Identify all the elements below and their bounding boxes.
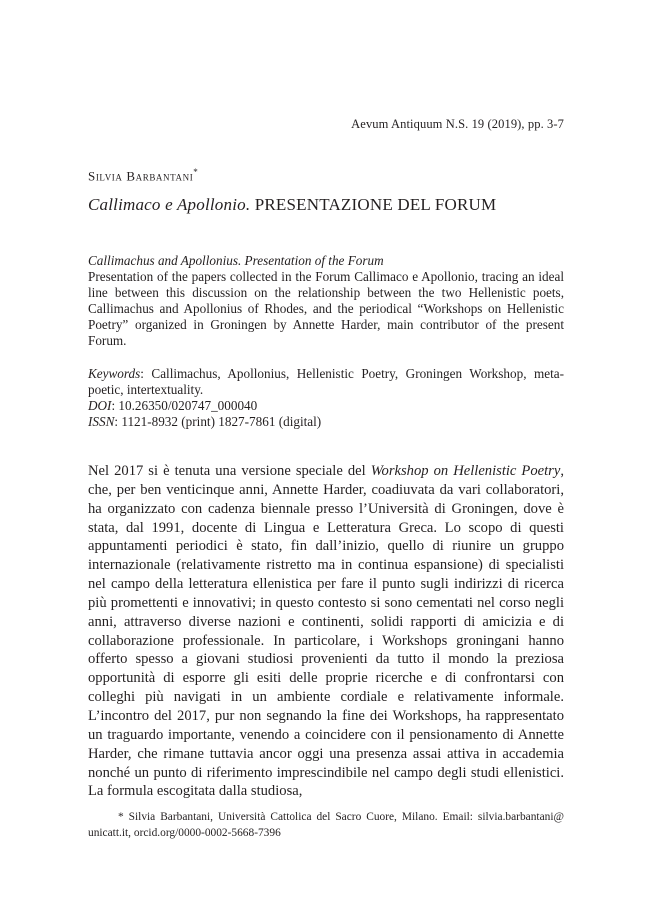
workshop-title: Workshop on Hellenistic Poetry [370, 463, 561, 479]
main-text [88, 462, 564, 801]
running-head: Aevum Antiquum N.S. 19 (2019), pp. 3-7 [351, 117, 564, 131]
doi-line [88, 398, 564, 414]
doi-value: : 10.26350/020747_000040 [111, 398, 258, 414]
article-title-italic: Callimaco e Apollonio. [88, 195, 251, 214]
doi-label: DOI [88, 398, 112, 414]
body-rest: , che, per ben venticinque anni, Annette Harder, coadiuvata da vari collaboratori, ha organizzato con cadenza biennale presso l’Università di Groningen, dove è stata, dal 1991, docente di Lingua e Letteratura Greca. Lo scopo di questi appuntamenti periodici è stato, fin dall’inizio, quello di riunire un gruppo internazionale (relativamente ristretto ma in continua espansione) di specialisti nel campo della letteratura ellenistica per fare il punto sugli indirizzi di ricerca più promettenti e innovativi; in questo contesto si sono cementati nel corso negli anni, attraverso diverse nazioni e continenti, solidi rapporti di amicizia e di collaborazione professionale. In particolare, i Workshops groningani hanno offerto spesso a giovani studiosi provenienti da tutto il mondo la preziosa opportunità di esporre gli esiti delle proprie ricerche e di confrontarsi con colleghi più navigati in un ambiente cordiale e relativamente informale. L’incontro del 2017, pur non segnando la fine dei Workshops, ha rappresentato un traguardo importante, venendo a coincidere con il pensionamento di Annette Harder, che rimane tuttavia ancor oggi una presenza assai attiva in accademia nonché un punto di riferimento imprescindibile nel campo degli studi ellenistici. La formula escogitata dalla studiosa, [88, 463, 564, 800]
author-name [88, 167, 198, 184]
issn-label: ISSN [88, 414, 115, 430]
article-metadata [88, 366, 564, 430]
footnote-text: * Silvia Barbantani, Università Cattolica del Sacro Cuore, Milano. Email: silvia.barbantani@ unicatt.it, orcid.org/0000-0002-5668-7396 [88, 811, 564, 839]
keywords-label: Keywords [88, 366, 141, 381]
footnote [88, 810, 564, 841]
issn-value: : 1121-8932 (print) 1827-7861 (digital) [114, 414, 322, 430]
english-abstract [88, 253, 564, 350]
body-intro: Nel 2017 si è tenuta una versione speciale del [88, 463, 371, 479]
abstract-text: Presentation of the papers collected in the Forum Callimaco e Apollonio, tracing an ideal line between this discussion on the relationship between the two Hellenistic poets, Callimachus and Apollonius of Rhodes, and the periodical “Workshops on Hellenistic Poetry” organized in Groningen by Annette Harder, main contributor of the present Forum. [88, 269, 564, 349]
article-title [88, 195, 496, 215]
author-footnote-marker: * [193, 167, 199, 177]
keywords-line [88, 366, 564, 398]
body-paragraph [88, 462, 564, 801]
article-title-roman: PRESENTAZIONE DEL FORUM [250, 195, 497, 214]
author-name-text: Silvia Barbantani [88, 168, 194, 184]
abstract-title: Callimachus and Apollonius. Presentation of the Forum [88, 253, 384, 268]
issn-line [88, 414, 564, 430]
keywords-value: : Callimachus, Apollonius, Hellenistic Poetry, Groningen Workshop, metapoetic, intertextuality. [88, 366, 564, 398]
